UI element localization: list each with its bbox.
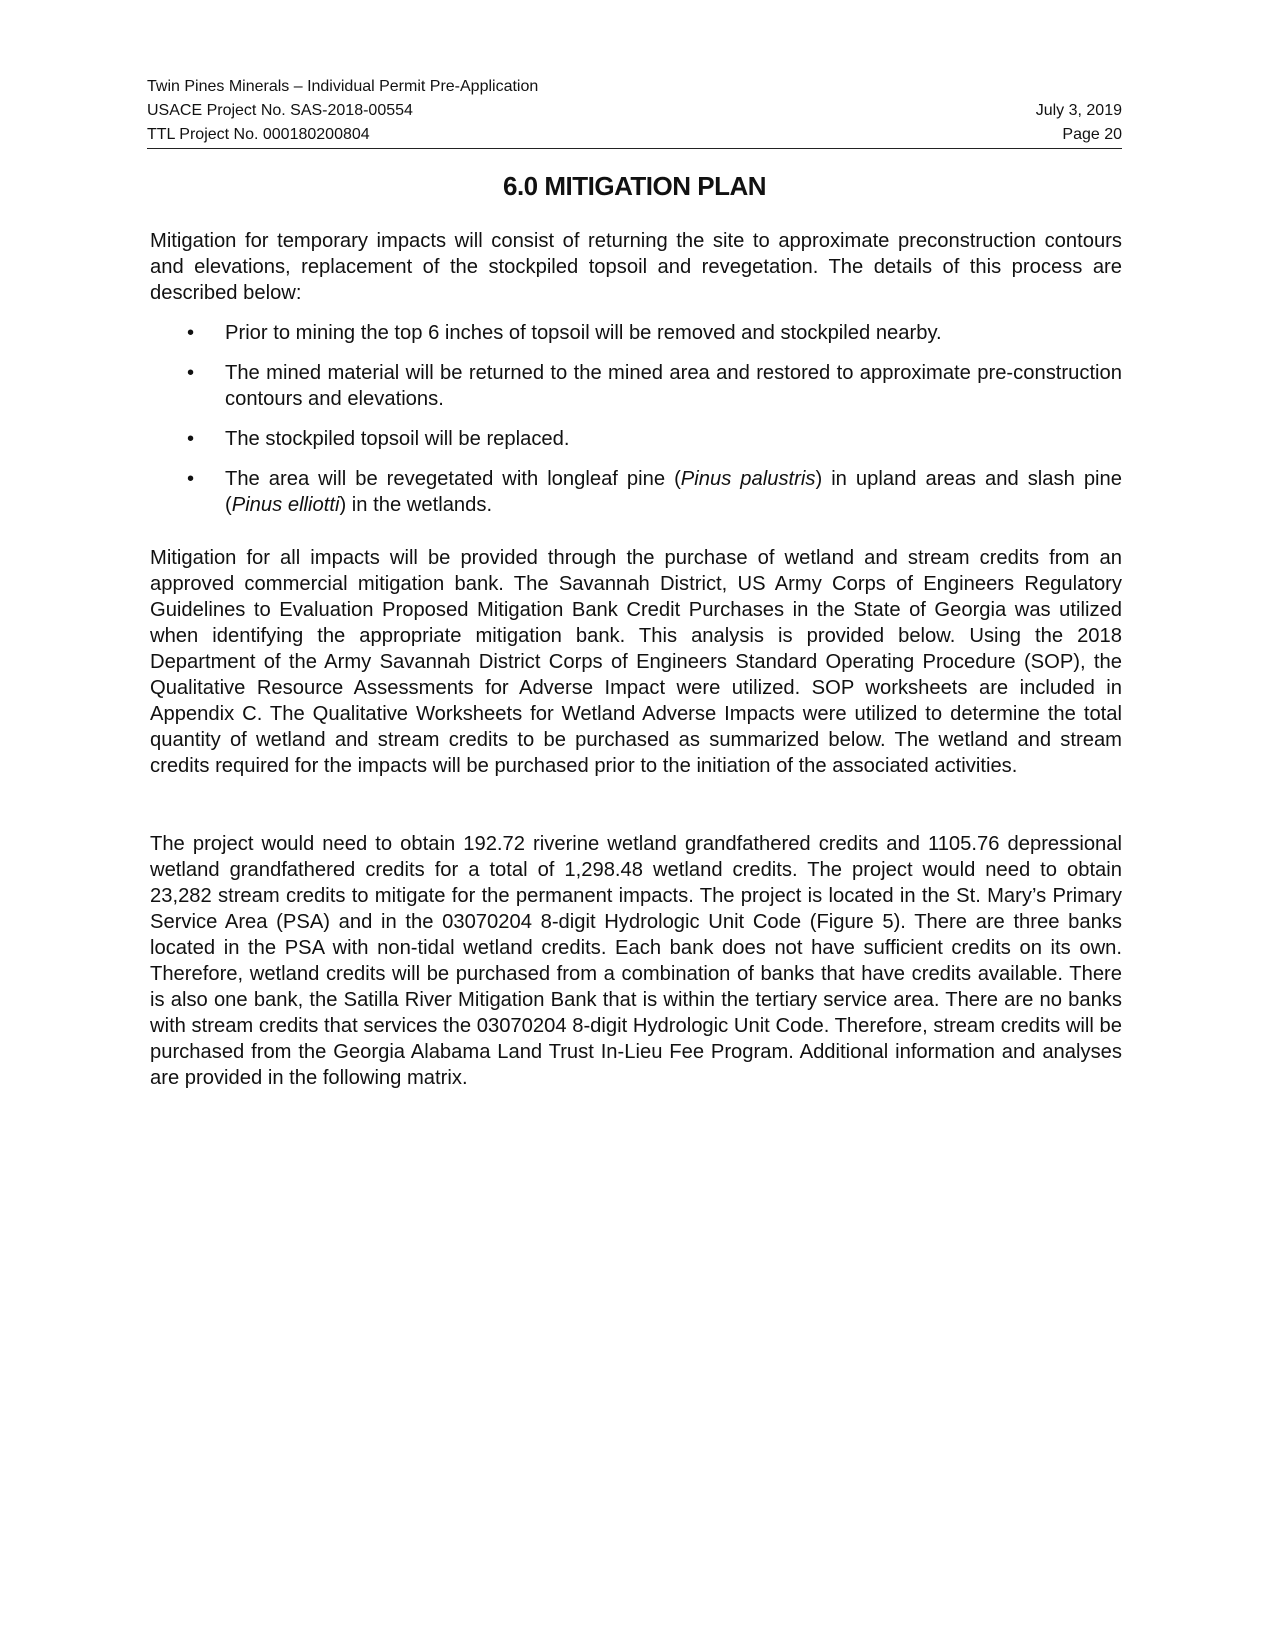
list-item: [150, 320, 1122, 346]
list-item-text-part: The area will be revegetated with longleaf pine (: [225, 468, 681, 490]
mitigation-credits-paragraph: Mitigation for all impacts will be provided through the purchase of wetland and stream credits from an approved commercial mitigation bank. The Savannah District, US Army Corps of Engineers Regulatory Guidelines to Evaluation Proposed Mitigation Bank Credit Purchases in the State of Georgia was utilized when identifying the appropriate mitigation bank. This analysis is provided below. Using the 2018 Department of the Army Savannah District Corps of Engineers Standard Operating Procedure (SOP), the Qualitative Resource Assessments for Adverse Impact were utilized. SOP worksheets are included in Appendix C. The Qualitative Worksheets for Wetland Adverse Impacts were utilized to determine the total quantity of wetland and stream credits to be purchased as summarized below. The wetland and stream credits required for the impacts will be purchased prior to the initiation of the associated activities.: [150, 547, 1122, 777]
header-date: July 3, 2019: [1035, 102, 1122, 119]
header-row-3: [147, 123, 1122, 147]
bullet-icon: •: [187, 428, 195, 450]
species-name-slash: Pinus elliotti: [231, 494, 340, 516]
list-item-text-part: ) in upland areas and slash pine (: [225, 468, 1122, 516]
list-item-text: [225, 468, 1122, 516]
list-item-text: The mined material will be returned to the mined area and restored to approximate pre-construction contours and elevations.: [225, 362, 1122, 410]
list-item: [150, 360, 1122, 412]
species-name-longleaf: Pinus palustris: [680, 468, 816, 490]
credit-requirements-paragraph: The project would need to obtain 192.72 riverine wetland grandfathered credits and 1105.76 depressional wetland grandfathered credits for a total of 1,298.48 wetland credits. The project would need to obtain 23,282 stream credits to mitigate for the permanent impacts. The project is located in the St. Mary’s Primary Service Area (PSA) and in the 03070204 8-digit Hydrologic Unit Code (Figure 5). There are three banks located in the PSA with non-tidal wetland credits. Each bank does not have sufficient credits on its own. Therefore, wetland credits will be purchased from a combination of banks that have credits available. There is also one bank, the Satilla River Mitigation Bank that is within the tertiary service area. There are no banks with stream credits that services the 03070204 8-digit Hydrologic Unit Code. Therefore, stream credits will be purchased from the Georgia Alabama Land Trust In-Lieu Fee Program. Additional information and analyses are provided in the following matrix.: [150, 833, 1122, 1089]
list-item: [150, 466, 1122, 518]
bullet-icon: •: [187, 322, 195, 344]
header-project-title: Twin Pines Minerals – Individual Permit Pre-Application: [147, 78, 539, 95]
list-item-text: The stockpiled topsoil will be replaced.: [225, 428, 570, 450]
section-title: 6.0 MITIGATION PLAN: [502, 171, 767, 201]
header-ttl-project-number: TTL Project No. 000180200804: [147, 126, 370, 143]
page-header: [147, 75, 1122, 149]
list-item-text: Prior to mining the top 6 inches of topsoil will be removed and stockpiled nearby.: [225, 322, 942, 344]
bullet-icon: •: [187, 362, 195, 384]
intro-paragraph: Mitigation for temporary impacts will consist of returning the site to approximate preconstruction contours and elevations, replacement of the stockpiled topsoil and revegetation. The details of this process are described below:: [150, 230, 1122, 304]
header-row-2: [147, 99, 1122, 123]
header-row-1: [147, 75, 1122, 99]
bullet-icon: •: [187, 468, 195, 490]
mitigation-steps-list: [150, 320, 1122, 532]
list-item-text-part: ) in the wetlands.: [339, 494, 493, 516]
header-page-number: Page 20: [1062, 126, 1122, 143]
list-item: [150, 426, 1122, 452]
header-usace-project-number: USACE Project No. SAS-2018-00554: [147, 102, 413, 119]
